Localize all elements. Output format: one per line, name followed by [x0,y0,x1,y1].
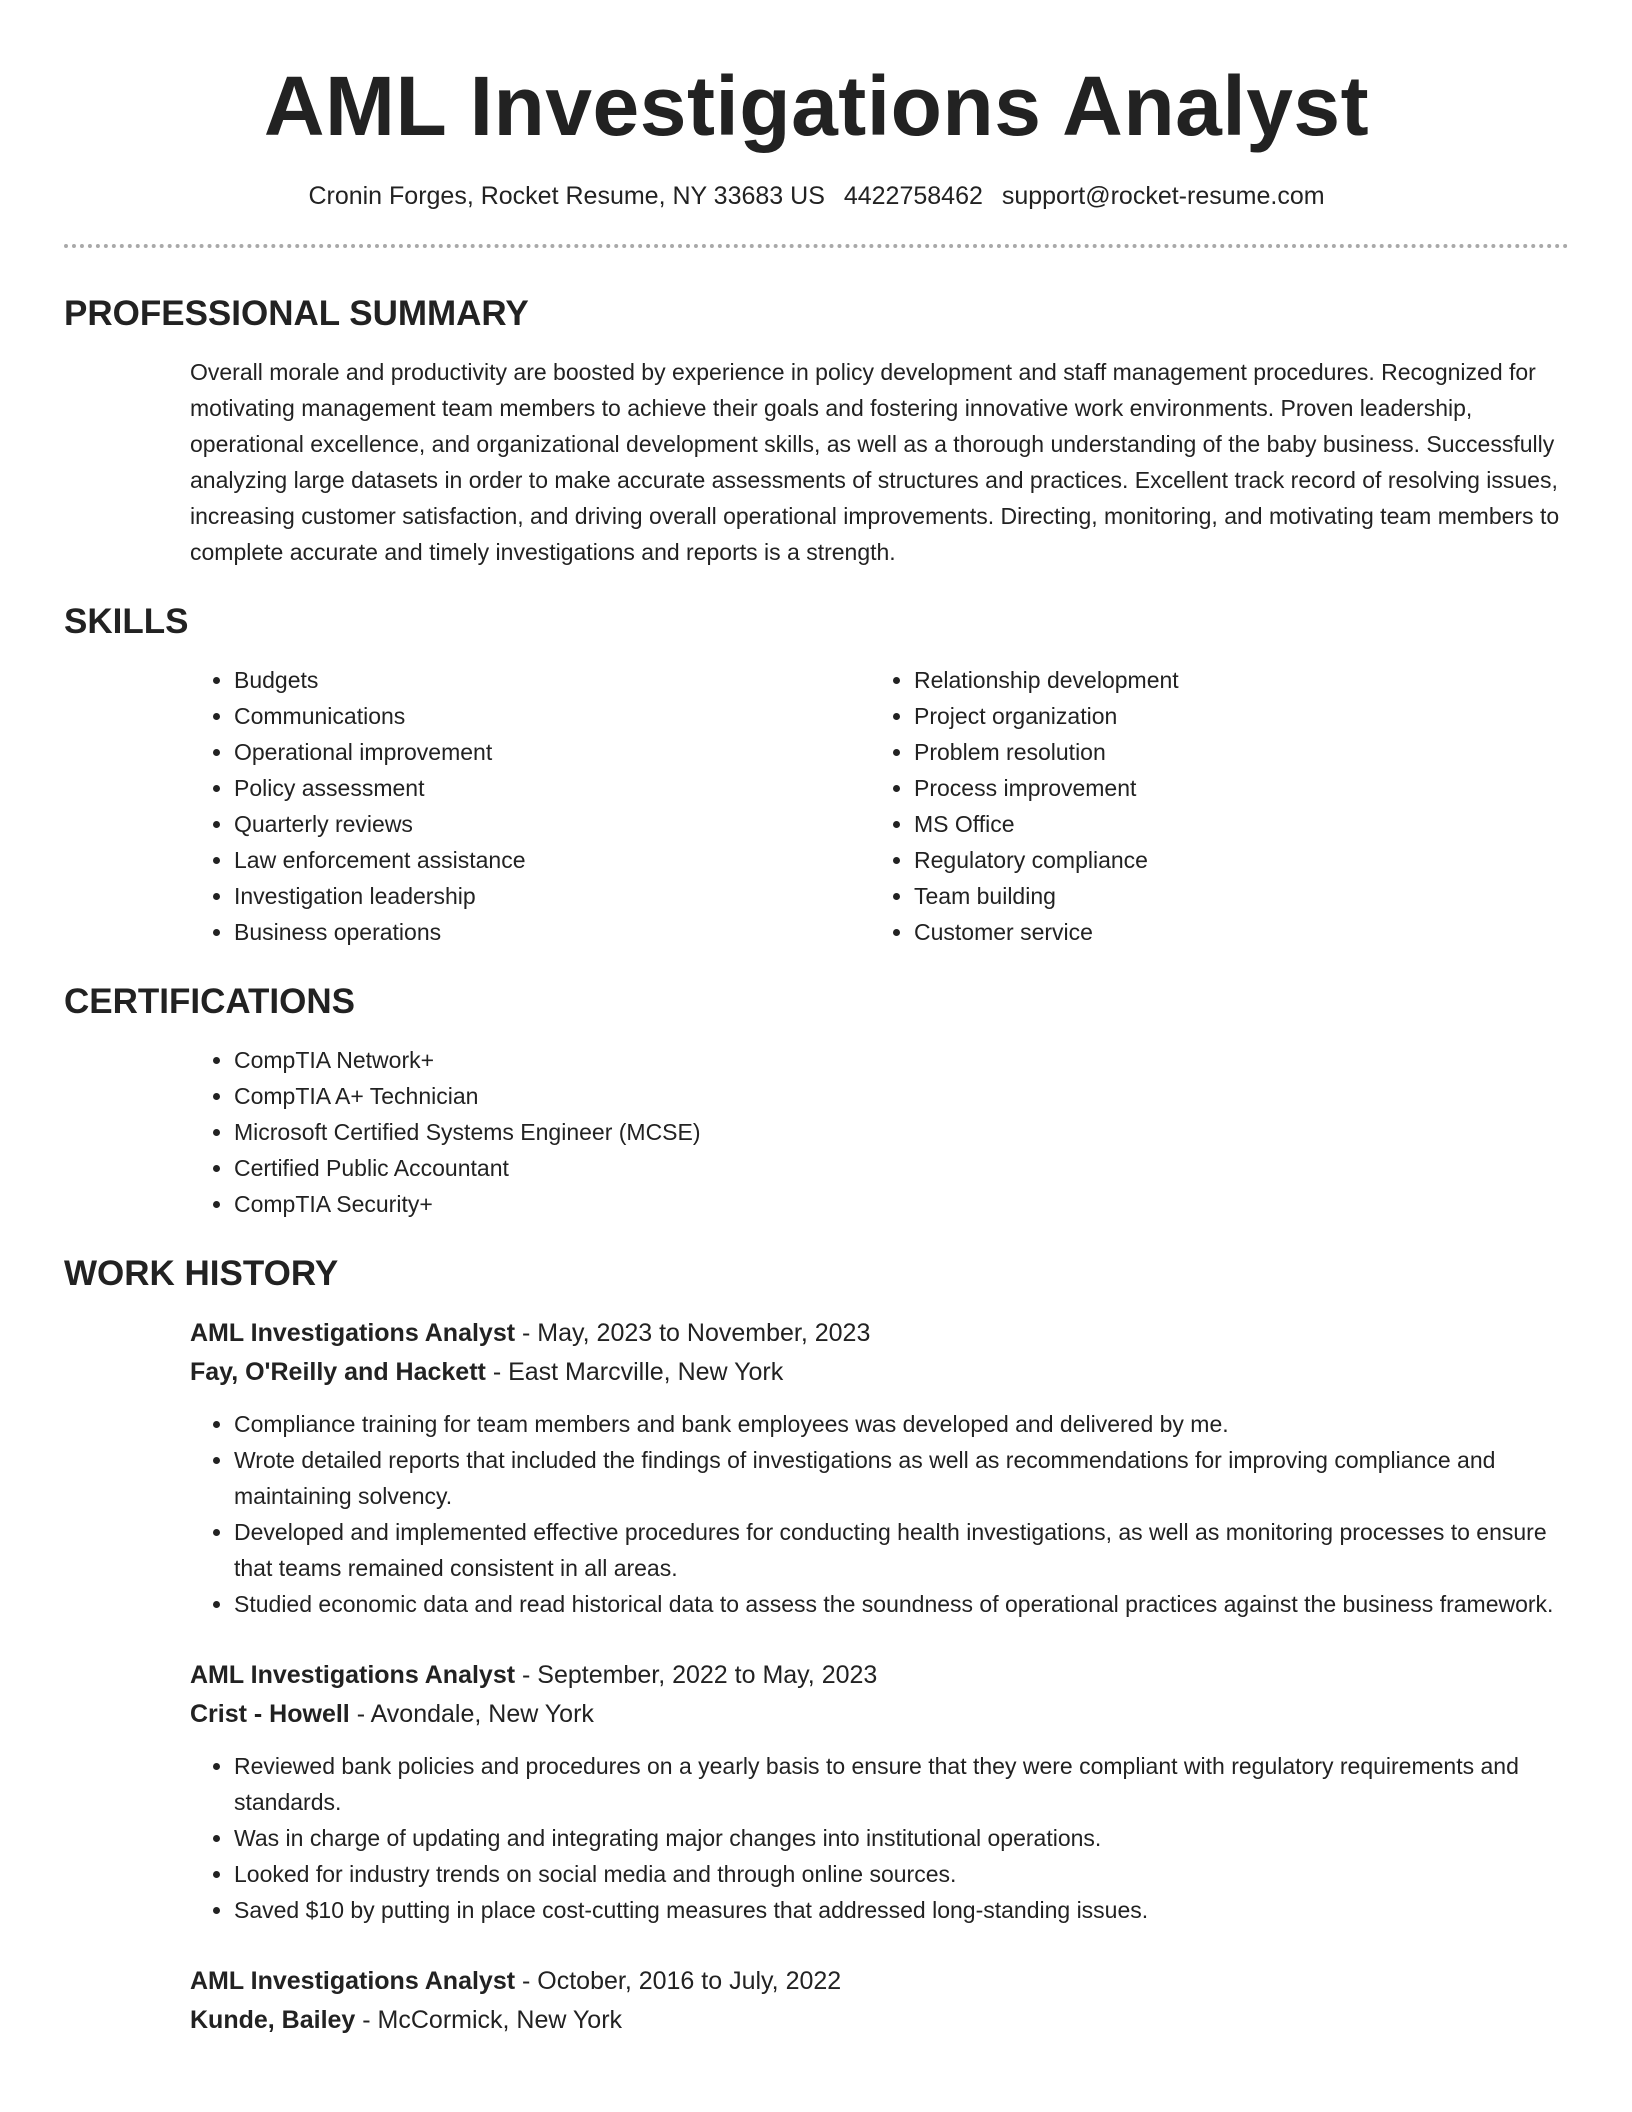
skill-item: • Quarterly reviews [234,806,870,842]
job-bullets [190,1748,1569,1928]
skill-item: • Team building [914,878,1550,914]
section-title-work-history: WORK HISTORY [64,1254,339,1293]
skill-item: • Problem resolution [914,734,1550,770]
skill-item: • Relationship development [914,662,1550,698]
job-role: AML Investigations Analyst [190,1661,516,1689]
certifications-section [64,980,1569,1222]
contact-email: support@rocket-resume.com [1001,182,1325,210]
job-title-line [190,1962,1569,2001]
job-dates: - May, 2023 to November, 2023 [515,1319,871,1347]
job-bullet: • Developed and implemented effective procedures for conducting health investigations, as well as monitoring processes to ensure that teams remained consistent in all areas. [234,1514,1569,1586]
section-title-certifications: CERTIFICATIONS [64,982,356,1021]
job-bullet: • Compliance training for team members and bank employees was developed and delivered by me. [234,1406,1569,1442]
skill-item: • Business operations [234,914,870,950]
job-bullet: • Reviewed bank policies and procedures on a yearly basis to ensure that they were compliant with regulatory requirements and standards. [234,1748,1569,1820]
work-history-section [64,1252,1569,2040]
certification-item: • CompTIA Security+ [234,1186,1569,1222]
job-company: Fay, O'Reilly and Hackett [190,1358,486,1386]
job-title-line [190,1314,1569,1353]
job-dates: - September, 2022 to May, 2023 [515,1661,878,1689]
skills-column-left [190,662,870,950]
resume-page [64,0,1569,2040]
job-company-line [190,2001,1569,2040]
job-dates: - October, 2016 to July, 2022 [515,1967,842,1995]
job-company: Crist - Howell [190,1700,350,1728]
skill-item: • Customer service [914,914,1550,950]
skills-list-right [870,662,1550,950]
job-bullet: • Studied economic data and read historical data to assess the soundness of operational practices against the business framework. [234,1586,1569,1622]
skill-item: • Project organization [914,698,1550,734]
skill-item: • Operational improvement [234,734,870,770]
contact-address: Cronin Forges, Rocket Resume, NY 33683 US [308,182,825,210]
job-location: - East Marcville, New York [485,1358,784,1386]
certifications-list [190,1042,1569,1222]
skill-item: • Budgets [234,662,870,698]
skill-item: • Policy assessment [234,770,870,806]
skill-item: • Regulatory compliance [914,842,1550,878]
contact-phone: 4422758462 [843,182,983,210]
job-entry [190,1962,1569,2040]
job-location: - Avondale, New York [349,1700,594,1728]
job-company-line [190,1353,1569,1392]
job-bullets [190,1406,1569,1622]
job-title-line [190,1656,1569,1695]
summary-section [64,292,1569,570]
job-bullet: • Wrote detailed reports that included the findings of investigations as well as recommendations for improving compliance and maintaining solvency. [234,1442,1569,1514]
job-bullet: • Saved $10 by putting in place cost-cutting measures that addressed long-standing issues. [234,1892,1569,1928]
skill-item: • MS Office [914,806,1550,842]
job-role: AML Investigations Analyst [190,1967,516,1995]
skill-item: • Process improvement [914,770,1550,806]
certifications-body [190,1042,1569,1222]
summary-text: Overall morale and productivity are boosted by experience in policy development and staff management procedures. Recognized for motivating management team members to achieve their goals and fostering innovative work environments. Proven leadership, operational excellence, and organizational development skills, as well as a thorough understanding of the baby business. Successfully analyzing large datasets in order to make accurate assessments of structures and practices. Excellent track record of resolving issues, increasing customer satisfaction, and driving overall operational improvements. Directing, monitoring, and motivating team members to complete accurate and timely investigations and reports is a strength. [190,359,1560,565]
skills-column-right [870,662,1550,950]
skills-list-left [190,662,870,950]
job-company-line [190,1695,1569,1734]
header-divider [64,244,1569,248]
job-location: - McCormick, New York [355,2006,623,2034]
job-role: AML Investigations Analyst [190,1319,516,1347]
skill-item: • Communications [234,698,870,734]
skills-columns [190,662,1569,950]
resume-name: AML Investigations Analyst [263,59,1370,153]
certification-item: • CompTIA Network+ [234,1042,1569,1078]
contact-line [64,180,1569,212]
section-title-skills: SKILLS [64,602,189,641]
job-bullet: • Looked for industry trends on social media and through online sources. [234,1856,1569,1892]
skill-item: • Investigation leadership [234,878,870,914]
job-entry [190,1314,1569,1622]
section-title-summary: PROFESSIONAL SUMMARY [64,294,529,333]
work-history-jobs [190,1314,1569,2040]
job-bullet: • Was in charge of updating and integrating major changes into institutional operations. [234,1820,1569,1856]
certification-item: • Certified Public Accountant [234,1150,1569,1186]
certification-item: • CompTIA A+ Technician [234,1078,1569,1114]
job-company: Kunde, Bailey [190,2006,356,2034]
certification-item: • Microsoft Certified Systems Engineer (MCSE) [234,1114,1569,1150]
job-entry [190,1656,1569,1928]
skills-section [64,600,1569,950]
skill-item: • Law enforcement assistance [234,842,870,878]
